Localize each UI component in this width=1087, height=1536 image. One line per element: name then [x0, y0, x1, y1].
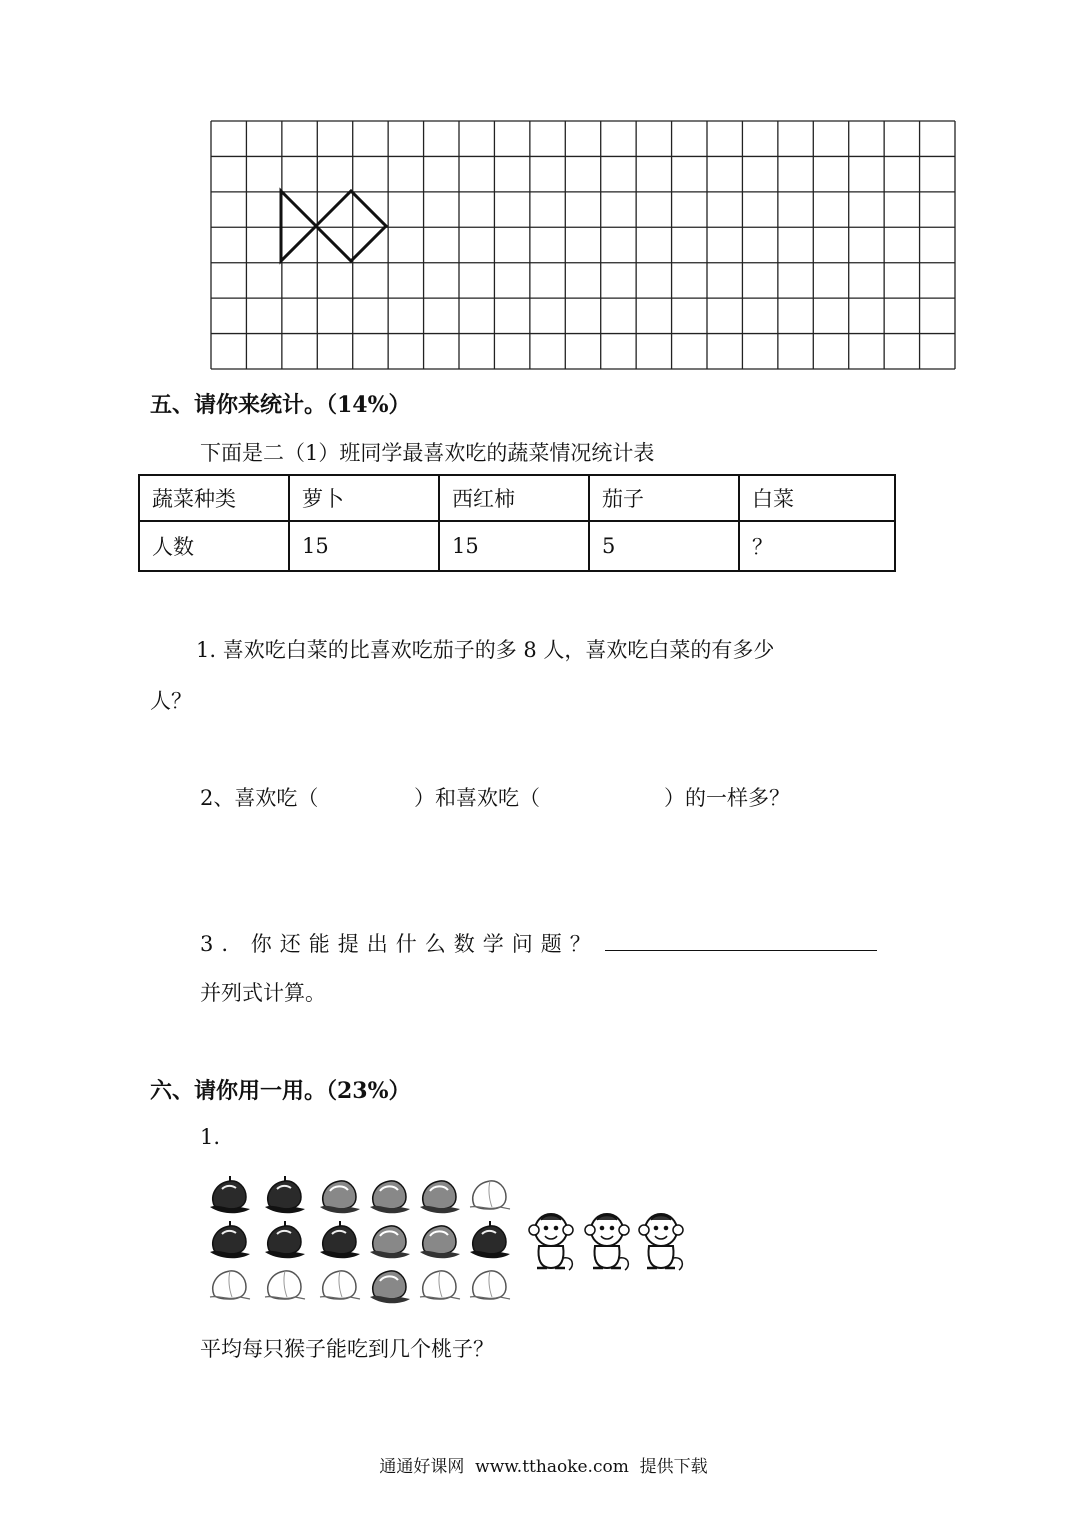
question-1-line2: 人？ [150, 689, 192, 713]
table-cell: 5 [589, 521, 739, 571]
peach-row-1 [210, 1176, 510, 1213]
question-2-part1: 2、喜欢吃（ [200, 786, 319, 810]
table-cell: 白菜 [739, 475, 895, 521]
shape-left-triangle [281, 191, 316, 261]
table-row [139, 475, 895, 521]
table-row [139, 521, 895, 571]
question-1-line1: 1. 喜欢吃白菜的比喜欢吃茄子的多 8 人，喜欢吃白菜的有多少 [196, 638, 775, 662]
peach-row-3 [210, 1271, 510, 1303]
peach-question: 平均每只猴子能吃到几个桃子？ [200, 1337, 494, 1361]
question-3-line1 [200, 928, 877, 958]
table-cell: 西红柿 [439, 475, 589, 521]
answer-blank-line [605, 930, 877, 951]
table-cell: 茄子 [589, 475, 739, 521]
peach-row-2 [210, 1221, 510, 1258]
section5-heading: 五、请你来统计。（14%） [150, 392, 411, 418]
shape-right-diamond [316, 191, 386, 261]
question-2-part3: ）的一样多？ [664, 786, 790, 810]
table-caption: 下面是二（1）班同学最喜欢吃的蔬菜情况统计表 [200, 441, 655, 465]
vegetable-table [138, 474, 896, 572]
table-cell: 15 [439, 521, 589, 571]
grid-figure [210, 120, 956, 370]
section6-heading: 六、请你用一用。（23%） [150, 1078, 411, 1104]
monkey-icon [529, 1214, 573, 1270]
footer-text: 通通好课网 www.tthaoke.com 提供下载 [379, 1457, 708, 1477]
question-3-line2: 并列式计算。 [200, 981, 326, 1005]
peaches-and-monkeys-illustration [205, 1170, 695, 1310]
question-2-part2: ）和喜欢吃（ [414, 786, 540, 810]
drawn-shape [281, 191, 386, 261]
table-cell: 萝卜 [289, 475, 439, 521]
question-3-text: 3. 你还能提出什么数学问题？ [200, 932, 599, 956]
table-cell: 蔬菜种类 [139, 475, 289, 521]
grid-lines [211, 121, 955, 369]
table-cell: 人数 [139, 521, 289, 571]
monkey-icon [639, 1214, 683, 1270]
table-cell: 15 [289, 521, 439, 571]
monkey-icon [585, 1214, 629, 1270]
item-1-number: 1. [200, 1125, 221, 1149]
monkey-group [529, 1214, 683, 1270]
table-cell: ？ [739, 521, 895, 571]
